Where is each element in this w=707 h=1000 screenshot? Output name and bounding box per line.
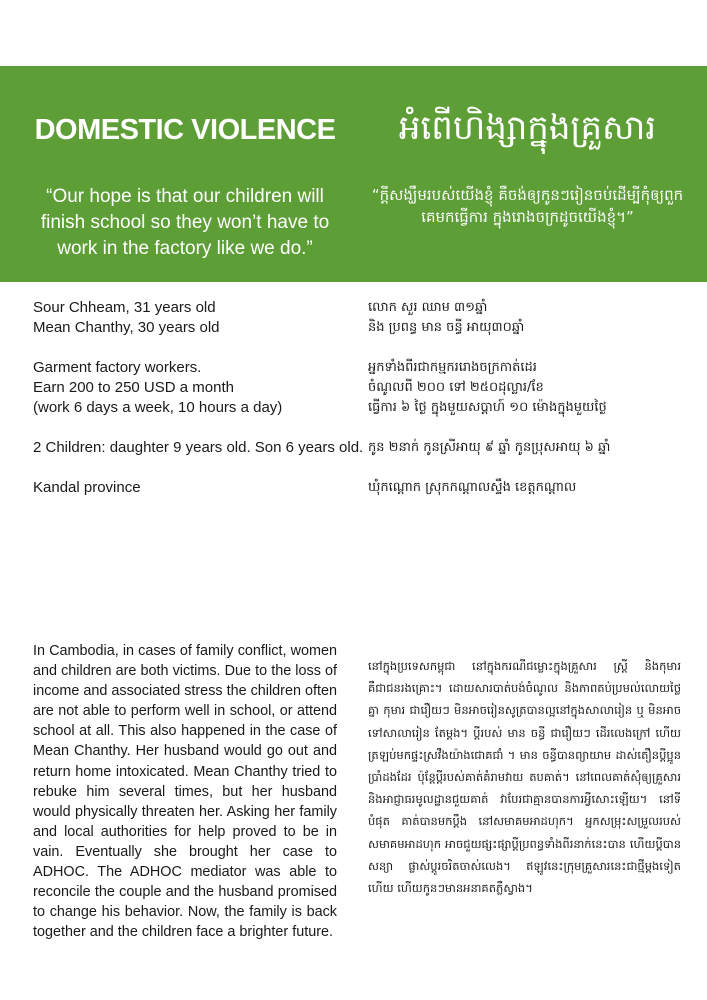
header-banner [0, 66, 707, 282]
facts-english [33, 298, 364, 518]
fact-work [33, 358, 353, 418]
fact-children [368, 438, 688, 458]
fact-line: អ្នកទាំងពីរជាកម្មកររោងចក្រកាត់ដេរ [368, 360, 537, 375]
fact-line: Garment factory workers. [33, 359, 202, 376]
fact-line: Sour Chheam, 31 years old [33, 299, 216, 316]
fact-line: ចំណូលពី ២០០ ទៅ ២៥០ដុល្លារ/ខែ [368, 380, 544, 395]
story-khmer: នៅក្នុងប្រទេសកម្ពុជា នៅក្នុងករណីជម្លោះក្នុងគ្រួសារ ស្ត្រី និងកុមារគឺជាជនរងគ្រោះ។ ដោយសារបាត់បង់ចំណូល និងភាពតប់ប្រមល់លោយថ្លៃគ្នា កុមារ ជារឿយៗ មិនអាចរៀនសូត្របានល្អនៅក្នុងសាលារៀន ឬ មិនអាចទៅសាលារៀន តែម្តង។ ប្តីរបស់ មាន ចន្ធី ជារឿយៗ ដើរលេងក្រៅ ហើយត្រឡប់មកផ្ទះស្រវឹងយ៉ាងជោគជាំ ។ មាន ចន្ធីបានព្យាយាម ដាស់តឿនប្តីប្អូនប្រាំដងដែរ ប៉ុន្តែប្តីរបស់គាត់គំរាមវាយ តបគាត់។ នៅពេលគាត់សុំឲ្យគ្រួសារ និងអាជ្ញាធរមូលដ្ឋានជួយគាត់ វាបែរជាគ្មានបានការអ្វីសោះឡើយ។ នៅទីបំផុត គាត់បានមកប្តឹង នៅសមាគមអាដហុក។ អ្នកសម្រុះសម្រួលរបស់សមាគមអាដហុក អាចជួយផ្សះផ្សាប្តីប្រពន្ធទាំងពីរនាក់នេះបាន ហើយប្តីបានសន្យា ផ្លាស់ប្តូរចរិតចាស់លេង។ ឥឡូវនេះក្រុមគ្រួសារនេះជាថ្មីម្តងទៀតហើយ ហើយកូនៗមានអនាគតភ្លឺស្វាង។ [368, 659, 681, 896]
facts-khmer [368, 298, 688, 518]
story-english: In Cambodia, in cases of family conflict, women and children are both victims. Due to the loss of income and associated stress the children often are not able to perform well in school, or attend school at all. This also happened in the case of Mean Chanthy. Her husband would go out and return home intoxicated. Mean Chanthy tried to rebuke him several times, but her husband would physically threaten her. Asking her family and local authorities for help proved to be in vain. Eventually she brought her case to ADHOC. The ADHOC mediator was able to reconcile the couple and the husband promised to change his behavior. Now, the family is back together and the children face a brighter future. [33, 643, 337, 941]
fact-line: Earn 200 to 250 USD a month [33, 379, 234, 396]
quote-khmer: “ក្តីសង្ឃឹមរបស់យើងខ្ញុំ គឺចង់ឲ្យកូនៗរៀនចប់ដើម្បីកុំឲ្យពួកគេមកធ្វើការ ក្នុងរោងចក្រដូចយើងខ្ញុំ។” [371, 186, 684, 226]
fact-line: (work 6 days a week, 10 hours a day) [33, 399, 283, 416]
fact-names [368, 298, 688, 338]
fact-line: ឃុំកណ្តោក ស្រុកកណ្តាលស្ទឹង ខេត្តកណ្តាល [368, 480, 577, 495]
fact-line: Kandal province [33, 479, 141, 496]
fact-location [33, 478, 353, 498]
fact-location [368, 478, 688, 498]
fact-children [33, 438, 364, 458]
quote-english: “Our hope is that our children will finish school so they won’t have to work in the factory like we do.” [40, 186, 330, 259]
title-english: DOMESTIC VIOLENCE [34, 114, 336, 146]
fact-work [368, 358, 688, 418]
fact-line: 2 Children: daughter 9 years old. Son 6 years old. [33, 439, 364, 456]
fact-line: លោក សួរ ឈាម ៣១ឆ្នាំ [368, 300, 488, 315]
title-khmer: អំពើហិង្សាក្នុងគ្រួសារ [398, 108, 657, 148]
fact-names [33, 298, 353, 338]
fact-line: និង ប្រពន្ធ មាន ចន្ធី អាយុ៣០ឆ្នាំ [368, 320, 525, 335]
fact-line: ធ្វើការ ៦ ថ្ងៃ ក្នុងមួយសប្តាហ៍ ១០ ម៉ោងក្នុងមួយថ្ងៃ [368, 400, 607, 415]
fact-line: កូន ២នាក់ កូនស្រីអាយុ ៩ ឆ្នាំ កូនប្រុសអាយុ ៦ ឆ្នាំ [368, 440, 611, 455]
fact-line: Mean Chanthy, 30 years old [33, 319, 220, 336]
